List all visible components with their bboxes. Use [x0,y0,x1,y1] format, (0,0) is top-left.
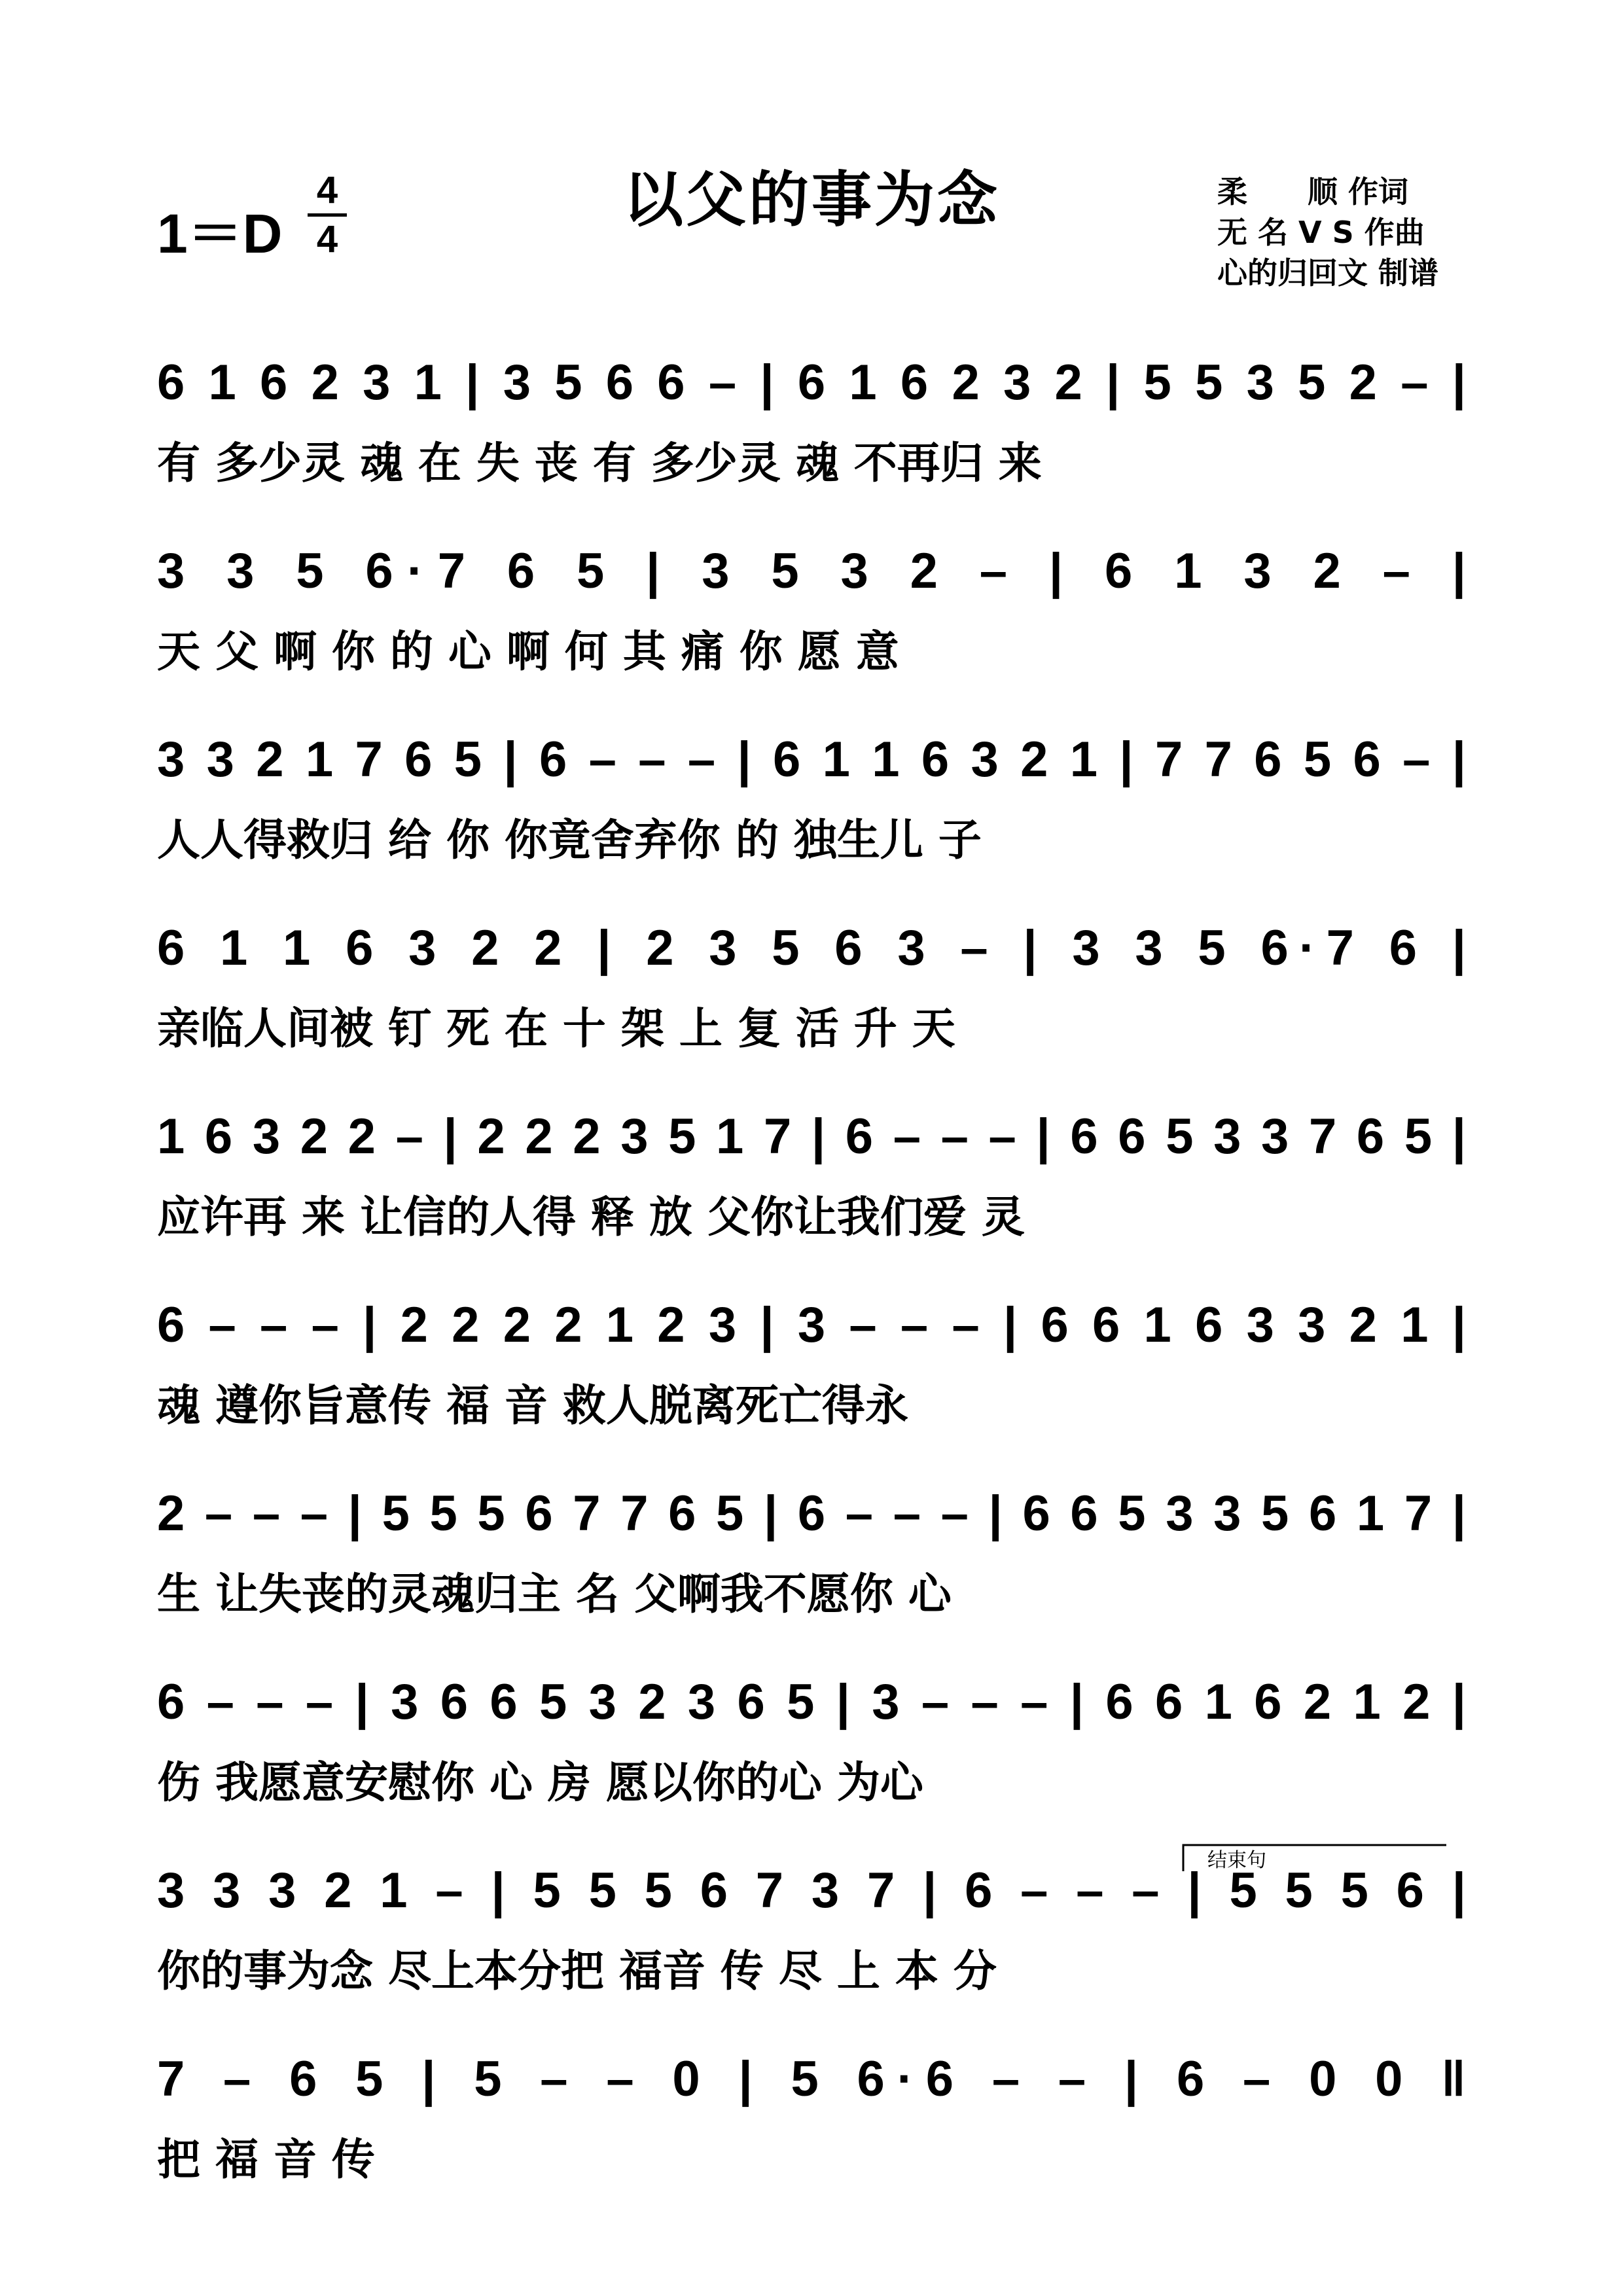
lyric-line: 亲临人间被 钉 死 在 十 架 上 复 活 升 天 [157,1003,955,1054]
score-row-6 [157,1297,1466,1431]
notation-line: 2 – – – | 5 5 5 6 7 7 6 5 | 6 – – – | 6 6 5 3 3 5 6 1 7 | [157,1486,1466,1541]
credit-lyricist: 柔 顺 作词 [1217,174,1409,209]
credit-arranger: 心的归回文 制谱 [1217,255,1439,291]
notation-line: 6 – – – | 3 6 6 5 3 2 3 6 5 | 3 – – – | 6 6 1 6 2 1 2 | [157,1674,1466,1730]
score-row-8 [157,1674,1466,1808]
lyric-line: 人人得救归 给 你 你竟舍弃你 的 独生儿 子 [157,815,982,865]
notation-line: 7 – 6 5 | 5 – – 0 | 5 6·6 – – | 6 – 0 0 ‖ [157,2051,1466,2107]
notation-line: 3 3 2 1 7 6 5 | 6 – – – | 6 1 1 6 3 2 1 | 7 7 6 5 6 – | [157,732,1466,787]
notation-line: 6 – – – | 2 2 2 2 1 2 3 | 3 – – – | 6 6 1 6 3 3 2 1 | [157,1297,1466,1353]
lyric-line: 伤 我愿意安慰你 心 房 愿以你的心 为心 [157,1757,923,1808]
score-row-1 [157,355,1466,488]
notation-line: 6 1 1 6 3 2 2 | 2 3 5 6 3 – | 3 3 5 6·7 6 | [157,920,1467,976]
notation-line: 1 6 3 2 2 – | 2 2 2 3 5 1 7 | 6 – – – | 6 6 5 3 3 7 6 5 | [157,1109,1466,1164]
notation-line: 3 3 5 6·7 6 5 | 3 5 3 2 – | 6 1 3 2 – | [157,543,1467,599]
lyric-line: 你的事为念 尽上本分把 福音 传 尽 上 本 分 [157,1946,997,1996]
score-row-9 [157,1845,1466,1996]
notation-line: 3 3 3 2 1 – | 5 5 5 6 7 3 7 | 6 – – – | 5 5 5 6 | [157,1863,1466,1918]
score-row-7 [157,1486,1466,1619]
meter-top: 4 [316,169,338,211]
ending-label: 结束句 [1207,1849,1266,1872]
lyric-line: 生 让失丧的灵魂归主 名 父啊我不愿你 心 [157,1569,952,1619]
lyric-line: 应许再 来 让信的人得 释 放 父你让我们爱 灵 [157,1192,1025,1242]
score-row-2 [157,543,1466,677]
notation-line: 6 1 6 2 3 1 | 3 5 6 6 – | 6 1 6 2 3 2 | 5 5 3 5 2 – | [157,355,1466,410]
lyric-line: 魂 遵你旨意传 福 音 救人脱离死亡得永 [157,1380,908,1431]
key-signature: 1＝D [157,203,283,264]
lyric-line: 天 父 啊 你 的 心 啊 何 其 痛 你 愿 意 [157,626,899,677]
score-row-4 [157,920,1466,1054]
score-row-10 [157,2051,1466,2185]
score-row-5 [157,1109,1466,1242]
page-title: 以父的事为念 [622,165,1000,235]
meter-bottom: 4 [316,218,338,260]
lyric-line: 有 多少灵 魂 在 失 丧 有 多少灵 魂 不再归 来 [157,438,1042,488]
credit-composer: 无 名 V S 作曲 [1217,215,1425,250]
lyric-line: 把 福 音 传 [157,2134,375,2185]
score-row-3 [157,732,1466,865]
